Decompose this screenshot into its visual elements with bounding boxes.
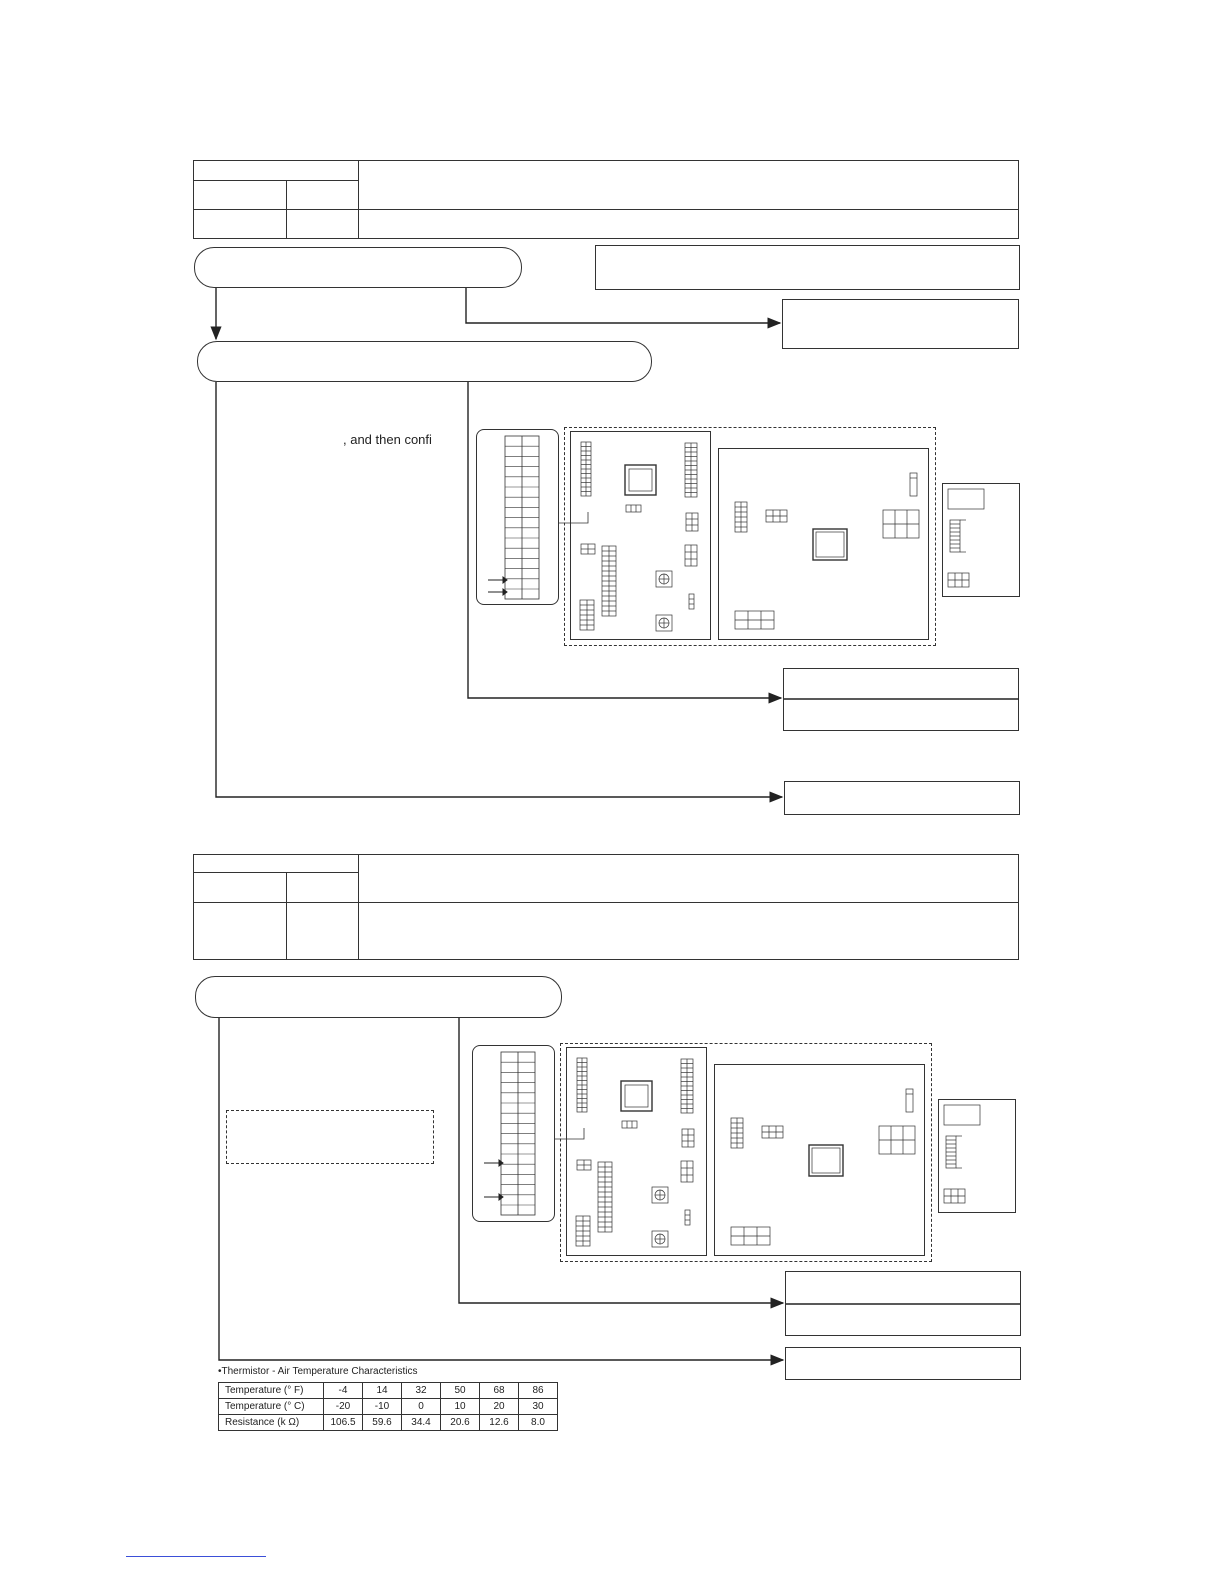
footer-link-underline[interactable] xyxy=(126,1556,266,1557)
table-row: Temperature (° C) -20 -10 0 10 20 30 xyxy=(219,1399,558,1415)
instruction-text-fragment: , and then confi xyxy=(343,432,432,447)
thermistor-title: •Thermistor - Air Temperature Characteristics xyxy=(218,1366,418,1377)
table-row: Resistance (k Ω) 106.5 59.6 34.4 20.6 12.6 8.0 xyxy=(219,1415,558,1431)
thermistor-table xyxy=(218,1382,558,1431)
table-row: Temperature (° F) -4 14 32 50 68 86 xyxy=(219,1383,558,1399)
